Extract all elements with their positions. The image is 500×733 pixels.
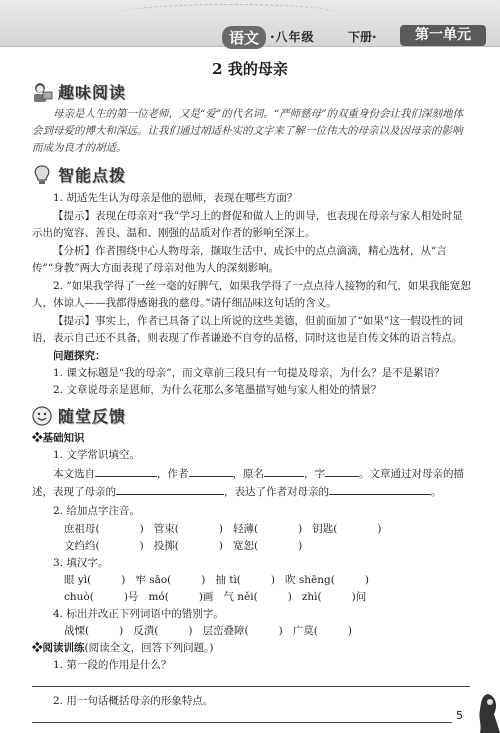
reading-training-heading <box>32 640 472 657</box>
wisdom-question-2: 2. “如果我学得了一丝一毫的好脾气，如果我学得了一点点待人接物的和气，如果我能宽恕人，体谅人——我都得感谢我的慈母。”请仔细品味这句话的含义。 <box>32 280 471 309</box>
section-interest-heading <box>30 80 126 103</box>
basic-q2: 2. 给加点字注音。 <box>53 505 140 517</box>
basic-q4: 4. 标出并改正下列词语中的错别字。 <box>53 608 224 620</box>
corner-character-icon <box>470 690 500 733</box>
wisdom-question-1: 1. 胡适先生认为母亲是他的恩师，表现在哪些方面？ <box>53 192 298 204</box>
hanzi-row-1: 眼 yì( ) 牢 sāo( ) 抽 tì( ) 吹 shēng( ) <box>64 574 369 586</box>
reading-title: ❖阅读训练 <box>32 642 85 654</box>
reading-note: (阅读全文，回答下列问题。) <box>84 642 214 654</box>
unit-badge: 第一单元 <box>400 25 486 46</box>
answer-line[interactable] <box>32 722 452 723</box>
reading-q1: 1. 第一段的作用是什么？ <box>53 659 172 671</box>
basic-q1-fill: 本文选自 ，作者 ，原名 ，字 。文章通过对母亲的描述，表现了母亲的 ，表达了作者对母亲的 。 <box>32 465 472 501</box>
answer-line[interactable] <box>32 686 470 687</box>
basic-q3: 3. 填汉字。 <box>53 557 109 569</box>
pinyin-row-1: 庶祖母( ) 管束( ) 轻薄( ) 钥匙( ) <box>64 523 382 535</box>
answer-blank[interactable] <box>189 465 233 477</box>
explore-title: 问题探究： <box>53 350 106 362</box>
interest-text: 母亲是人生的第一位老师，又是“爱”的代名词。“严师慈母”的双重身份会让我们深刻地体会到母爱的博大和深远。让我们通过胡适朴实的文字来了解一位伟大的母亲以及因母亲的影响而成为良才的胡适。 <box>32 108 463 154</box>
answer-blank[interactable] <box>329 483 431 495</box>
smiling-face-icon <box>30 405 54 427</box>
reading-q2: 2. 用一句话概括母亲的形象特点。 <box>53 695 214 707</box>
section-feedback-title: 随堂反馈 <box>58 407 127 426</box>
basic-knowledge-title: ❖基础知识 <box>32 432 85 444</box>
reading-girl-icon <box>30 81 54 103</box>
page-number: 5 <box>456 709 463 722</box>
typo-row: 战慄( ) 反潰( ) 层峦叠障( ) 广莫( ) <box>64 625 352 637</box>
lightbulb-icon <box>30 164 54 186</box>
answer-blank[interactable] <box>95 465 157 477</box>
answer-blank[interactable] <box>116 483 224 495</box>
grade-label: ·八年级 <box>270 30 315 44</box>
section-wisdom-title: 智能点拨 <box>58 166 127 185</box>
wisdom-analysis: 【分析】作者围绕中心人物母亲，撷取生活中、成长中的点点滴滴，精心选材，从“言传”“身教”两大方面表现了母亲对他为人的深刻影响。 <box>32 245 447 274</box>
answer-blank[interactable] <box>325 465 359 477</box>
wisdom-hint-2: 【提示】事实上，作者已具备了以上所说的这些美德，但前面加了“如果”这一假设性的词语，表示自己还不具备，则表现了作者谦逊不自夸的品格，同时这也是自传文体的语言特点。 <box>32 315 463 344</box>
pinyin-row-2: 文绉绉( ) 投掷( ) 宽恕( ) <box>64 540 303 552</box>
lesson-title: 2 我的母亲 <box>212 60 288 78</box>
explore-question-2: 2. 文章说母亲是恩师，为什么花那么多笔墨描写她与家人相处的情景？ <box>53 384 382 396</box>
section-feedback-heading <box>30 404 126 427</box>
subject-badge: 语文 <box>222 26 266 49</box>
explore-question-1: 1. 课文标题是“我的母亲”，而文章前三段只有一句提及母亲，为什么？是不是累语？ <box>53 367 445 379</box>
section-interest-title: 趣味阅读 <box>58 83 127 102</box>
page-header <box>0 0 500 47</box>
section-wisdom-heading <box>30 163 126 186</box>
hanzi-row-2: chuò( )号 mó( )画 气 něi( ) zhì( )问 <box>64 591 367 603</box>
answer-blank[interactable] <box>264 465 304 477</box>
volume-label: 下册· <box>348 30 377 44</box>
basic-q1: 1. 文学常识填空。 <box>53 449 140 461</box>
wisdom-hint-1: 【提示】表现在母亲对“我”学习上的督促和做人上的训导，也表现在母亲与家人相处时显示出的宽容、善良、温和、刚强的品质对作者的影响至深上。 <box>32 210 463 239</box>
header-decoration <box>120 4 340 23</box>
